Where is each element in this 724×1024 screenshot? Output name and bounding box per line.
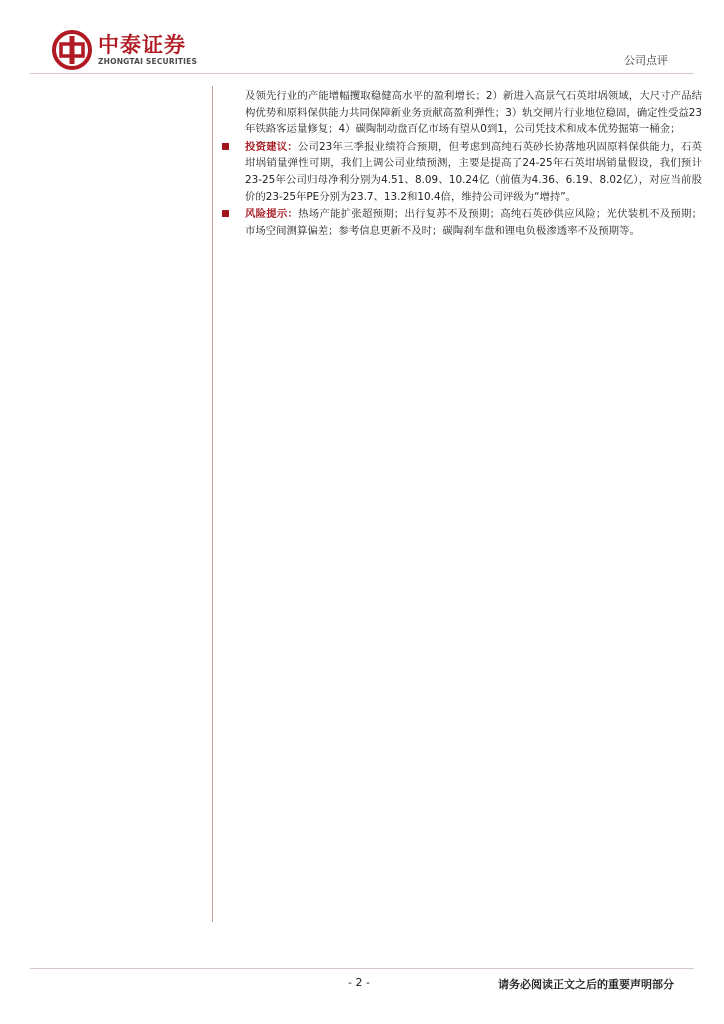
bullet-square-icon [222, 143, 229, 150]
left-margin-rule [212, 86, 213, 922]
bullet-square-icon [222, 210, 229, 217]
footer-disclaimer: 请务必阅读正文之后的重要声明部分 [498, 978, 674, 991]
logo-chinese-name: 中泰证券 [98, 33, 186, 57]
company-logo [52, 28, 197, 72]
investment-advice-item [220, 139, 702, 205]
header-divider [30, 73, 694, 74]
continuation-paragraph: 及领先行业的产能增幅攫取稳健高水平的盈利增长；2）新进入高景气石英坩埚领域，大尺寸产品结构优势和原料保供能力共同保障新业务贡献高盈利弹性；3）轨交闸片行业地位稳固，确定性受益23年铁路客运量修复；4）碳陶制动盘百亿市场有望从0到1，公司凭技术和成本优势掘第一桶金； [245, 90, 702, 136]
investment-advice-text: 公司23年三季报业绩符合预期，但考虑到高纯石英砂长协落地巩固原料保供能力，石英坩埚销量弹性可期，我们上调公司业绩预测，主要是提高了24-25年石英坩埚销量假设，我们预计23-25年公司归母净利分别为4.51、8.09、10.24亿（前值为4.36、6.19、8.02亿），对应当前股价的23-25年PE分别为23.7、13.2和10.4倍，维持公司评级为“增持”。 [245, 140, 703, 203]
main-content [220, 88, 702, 239]
risk-warning-item [220, 206, 702, 239]
footer-divider [30, 968, 694, 969]
page-number: - 2 - [348, 976, 370, 989]
report-type-label: 公司点评 [624, 54, 668, 67]
logo-english-name: ZHONGTAI SECURITIES [98, 57, 198, 66]
risk-warning-text: 热场产能扩张超预期；出行复苏不及预期；高纯石英砂供应风险；光伏装机不及预期；市场空间测算偏差；参考信息更新不及时；碳陶刹车盘和锂电负极渗透率不及预期等。 [245, 208, 703, 237]
investment-advice-label: 投资建议： [245, 140, 298, 153]
zhongtai-logo-icon [52, 30, 92, 70]
risk-warning-label: 风险提示： [245, 208, 299, 221]
